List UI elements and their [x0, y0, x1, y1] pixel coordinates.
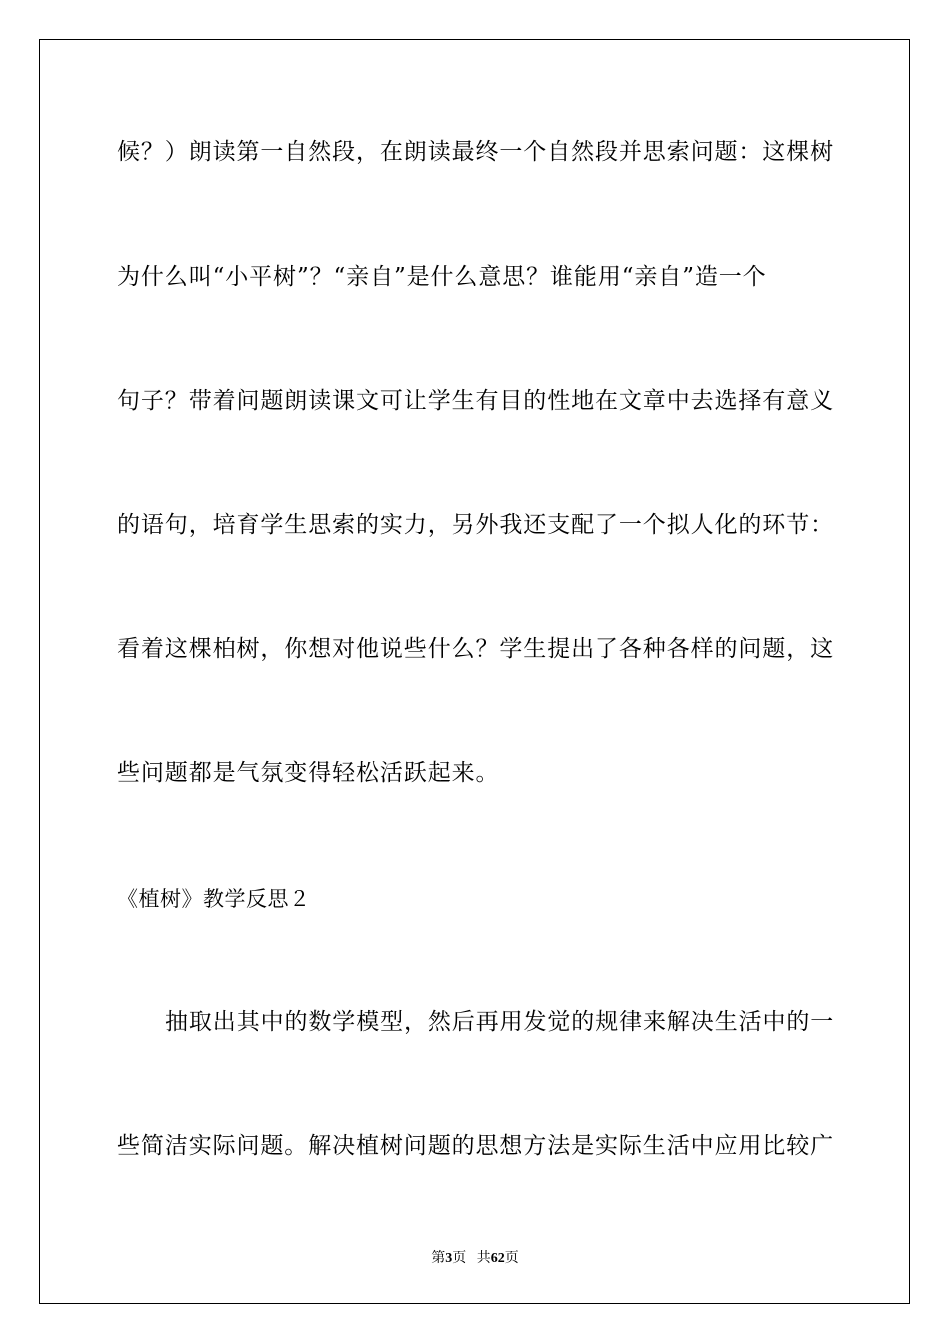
body-line-5: 看着这棵柏树，你想对他说些什么？学生提出了各种各样的问题，这	[117, 636, 834, 662]
body-line-3: 句子？带着问题朗读课文可让学生有目的性地在文章中去选择有意义	[117, 388, 834, 414]
body-line-2: 为什么叫“小平树”？“亲自”是什么意思？谁能用“亲自”造一个	[117, 264, 767, 290]
page-frame	[39, 39, 910, 1304]
body-line-6: 些问题都是气氛变得轻松活跃起来。	[117, 760, 500, 786]
footer-prefix: 第	[431, 1251, 446, 1266]
section-line-1: 抽取出其中的数学模型，然后再用发觉的规律来解决生活中的一	[165, 1009, 835, 1035]
footer-current-page: 3	[445, 1251, 453, 1266]
footer-total-pages: 62	[490, 1251, 505, 1266]
footer-page-word: 页	[452, 1251, 467, 1266]
section-heading: 《植树》教学反思２	[117, 887, 311, 911]
body-line-4: 的语句，培育学生思索的实力，另外我还支配了一个拟人化的环节：	[117, 512, 834, 538]
section-line-2: 些简洁实际问题。解决植树问题的思想方法是实际生活中应用比较广	[117, 1133, 834, 1159]
footer-total-suffix: 页	[504, 1251, 519, 1266]
footer-total-prefix: 共	[476, 1251, 491, 1266]
page-footer	[0, 1247, 950, 1267]
body-line-1: 候？）朗读第一自然段，在朗读最终一个自然段并思索问题：这棵树	[117, 139, 834, 165]
